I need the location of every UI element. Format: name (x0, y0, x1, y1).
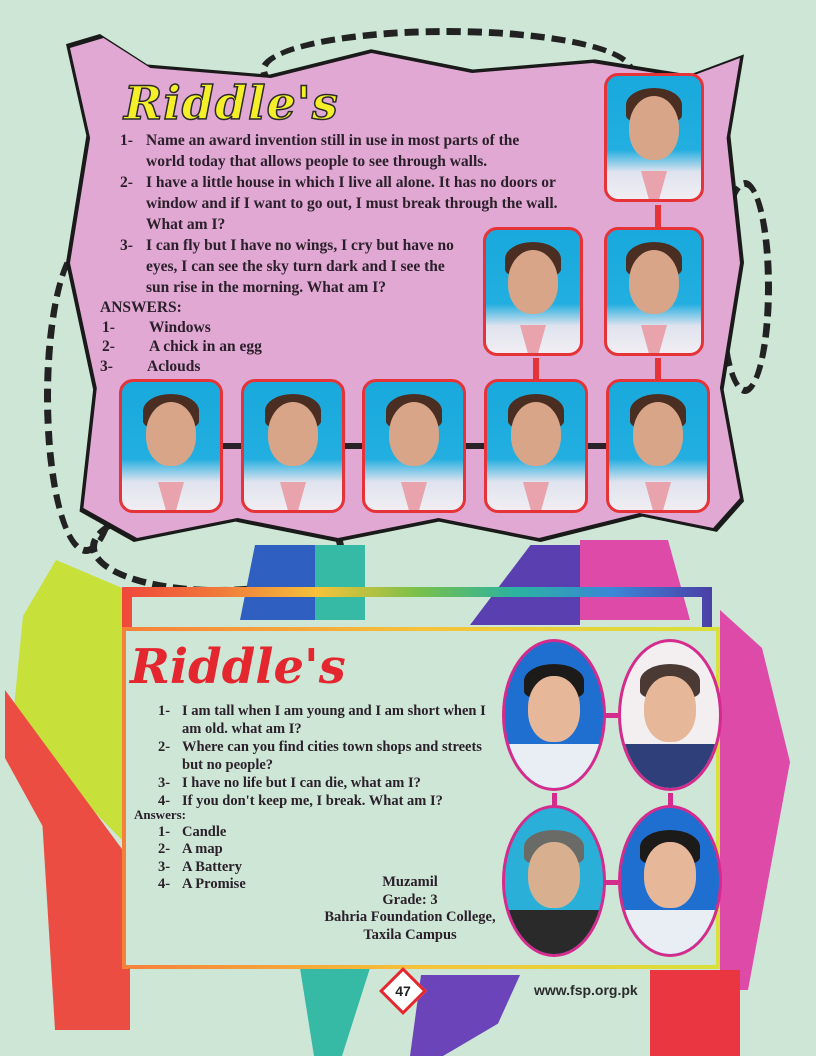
student-photo (604, 73, 704, 202)
student-photo (604, 227, 704, 356)
answer-number: 3- (158, 858, 171, 875)
answer-item (100, 318, 262, 338)
student-photo-oval (618, 639, 722, 791)
answers-heading: ANSWERS: (100, 299, 182, 316)
student-photo (241, 379, 345, 513)
student-photo-oval (502, 805, 606, 957)
answer-text: A Promise (182, 876, 246, 892)
author-grade: Grade: 3 (382, 891, 438, 908)
answer-number: 1- (158, 823, 171, 840)
riddle-number: 4- (158, 793, 171, 809)
riddle-item (158, 738, 498, 774)
riddle-item (120, 172, 560, 235)
bottom-riddles-list (158, 702, 498, 810)
answer-number: 1- (102, 318, 115, 336)
riddle-item (158, 702, 498, 738)
student-photo-oval (618, 805, 722, 957)
riddle-number: 1- (120, 132, 133, 149)
answer-number: 3- (100, 357, 113, 375)
riddle-text: I have no life but I can die, what am I? (182, 775, 421, 791)
answer-text: Candle (182, 823, 227, 840)
answer-number: 2- (158, 841, 171, 857)
website-url: www.fsp.org.pk (534, 982, 638, 998)
answers-heading: Answers: (134, 807, 186, 822)
riddle-item (120, 130, 560, 172)
answer-text: A Battery (182, 858, 242, 875)
top-title: Riddle's (124, 76, 339, 130)
answer-text: Windows (149, 318, 211, 336)
riddle-number: 2- (158, 739, 171, 755)
answer-item (134, 841, 246, 859)
photo-connector (533, 358, 539, 380)
riddle-number: 1- (158, 703, 171, 719)
student-photo (606, 379, 710, 513)
author-name: Muzamil (382, 874, 438, 890)
answer-text: Aclouds (147, 357, 201, 375)
paint-stroke-magenta (720, 610, 790, 990)
photo-connector (655, 358, 661, 380)
photo-connector (655, 205, 661, 229)
paint-stroke-red-bottom (650, 970, 740, 1056)
riddle-number: 3- (120, 237, 133, 254)
riddle-item (120, 235, 465, 298)
author-school: Bahria Foundation College, (324, 909, 496, 925)
paint-stroke-violet-bottom (410, 975, 520, 1056)
photo-connector (604, 713, 618, 718)
riddle-number: 2- (120, 174, 133, 191)
author-campus: Taxila Campus (363, 926, 457, 943)
page-number: 47 (395, 983, 411, 999)
answer-item (100, 357, 262, 377)
riddle-text: If you don't keep me, I break. What am I? (182, 793, 443, 809)
photo-connector (604, 880, 618, 885)
top-answers (100, 298, 262, 376)
riddle-text: I can fly but I have no wings, I cry but have no eyes, I can see the sky turn dark and I see the sun rise in the morning. What am I? (146, 237, 454, 296)
student-photo (119, 379, 223, 513)
author-credit (320, 874, 500, 944)
riddle-text: Name an award invention still in use in most parts of the world today that allows people to see through walls. (146, 132, 520, 170)
bottom-title: Riddle's (130, 639, 346, 695)
riddle-number: 3- (158, 775, 171, 791)
bottom-answers (134, 806, 246, 894)
paint-stroke-teal-bottom (300, 968, 370, 1056)
student-photo (484, 379, 588, 513)
answer-text: A map (182, 841, 223, 857)
answer-item (134, 824, 246, 842)
answer-number: 2- (102, 338, 115, 355)
riddle-text: Where can you find cities town shops and streets but no people? (182, 739, 482, 773)
riddle-text: I have a little house in which I live all alone. It has no doors or window and if I want to go out, I must break through the wall. What am I? (146, 174, 558, 233)
answer-item (134, 876, 246, 894)
riddle-item (158, 774, 498, 792)
answer-number: 4- (158, 876, 171, 892)
answer-item (100, 337, 262, 357)
answer-item (134, 859, 246, 877)
student-photo (362, 379, 466, 513)
answer-text: A chick in an egg (149, 338, 262, 355)
riddle-text: I am tall when I am young and I am short when I am old. what am I? (182, 703, 486, 737)
student-photo-oval (502, 639, 606, 791)
student-photo (483, 227, 583, 356)
